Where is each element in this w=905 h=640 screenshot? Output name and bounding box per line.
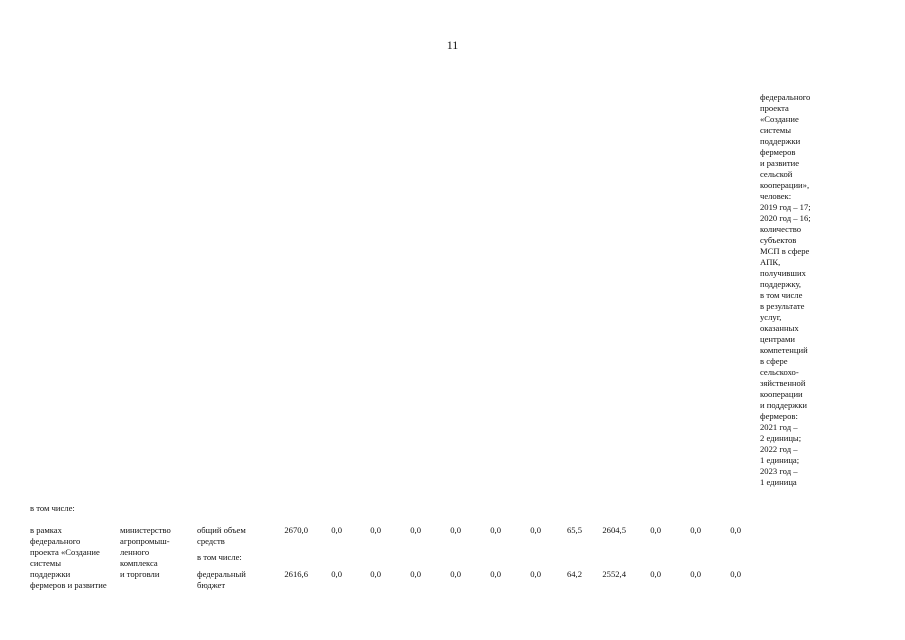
result-text-line: человек: (760, 191, 792, 201)
result-text-line: МСП в сфере (760, 246, 810, 256)
value-cell: 2616,6 (284, 569, 308, 579)
funding-source-line: общий объем (197, 525, 246, 535)
result-text-line: 1 единица; (760, 455, 800, 465)
result-text-line: оказанных (760, 323, 799, 333)
result-text-line: сельскохо- (760, 367, 799, 377)
result-text-line: 2021 год – (760, 422, 798, 432)
executor-line: ленного (120, 547, 150, 557)
result-text-line: услуг, (760, 312, 782, 322)
executor-line: и торговли (120, 569, 160, 579)
page-number: 11 (446, 38, 459, 52)
funding-source-cell (197, 569, 267, 591)
result-text-line: поддержку, (760, 279, 802, 289)
result-text-line: кооперации», (760, 180, 810, 190)
result-text-line: АПК, (760, 257, 781, 267)
value-cell: 0,0 (690, 525, 701, 535)
value-cell: 0,0 (490, 569, 501, 579)
including-label: в том числе: (30, 503, 75, 513)
executor-line: комплекса (120, 558, 158, 568)
value-cell: 0,0 (331, 525, 342, 535)
result-text-line: проекта (760, 103, 789, 113)
value-cell: 0,0 (370, 569, 381, 579)
value-cell: 0,0 (690, 569, 701, 579)
executor-line: министерство (120, 525, 171, 535)
result-text-line: системы (760, 125, 792, 135)
value-cell: 0,0 (730, 525, 741, 535)
result-text-line: и развитие (760, 158, 800, 168)
value-cell: 2604,5 (602, 525, 626, 535)
result-text-line: центрами (760, 334, 796, 344)
value-cell: 0,0 (650, 569, 661, 579)
result-text-line: 2 единицы; (760, 433, 802, 443)
measure-name-line: поддержки (30, 569, 71, 579)
funding-source-line: средств (197, 536, 225, 546)
value-cell: 0,0 (450, 569, 461, 579)
measure-name-cell (30, 525, 115, 591)
result-text-line: получивших (760, 268, 806, 278)
value-cell: 0,0 (530, 569, 541, 579)
result-indicator-text (760, 92, 822, 488)
value-cell: 0,0 (490, 525, 501, 535)
value-cell: 0,0 (450, 525, 461, 535)
result-text-line: в результате (760, 301, 805, 311)
measure-name-line: в рамках (30, 525, 62, 535)
result-text-line: количество (760, 224, 802, 234)
funding-source-cell (197, 525, 267, 547)
result-text-line: 2023 год – (760, 466, 798, 476)
result-text-line: зяйственной (760, 378, 806, 388)
measure-name-line: фермеров и развитие (30, 580, 107, 590)
result-text-line: и поддержки (760, 400, 807, 410)
measure-name-line: федерального (30, 536, 81, 546)
value-cell: 0,0 (650, 525, 661, 535)
result-text-line: федерального (760, 92, 811, 102)
funding-source-line: федеральный (197, 569, 246, 579)
value-cell: 65,5 (566, 525, 582, 535)
result-text-line: 2019 год – 17; (760, 202, 811, 212)
value-cell: 0,0 (530, 525, 541, 535)
result-text-line: субъектов (760, 235, 797, 245)
executor-cell (120, 525, 190, 580)
value-cell: 0,0 (331, 569, 342, 579)
funding-source-line: бюджет (197, 580, 226, 590)
result-text-line: в сфере (760, 356, 788, 366)
result-text-line: «Создание (760, 114, 799, 124)
value-cell: 2552,4 (602, 569, 626, 579)
executor-line: агропромыш- (120, 536, 170, 546)
result-text-line: 1 единица (760, 477, 797, 487)
value-cell: 0,0 (730, 569, 741, 579)
result-text-line: 2022 год – (760, 444, 798, 454)
value-cell: 0,0 (370, 525, 381, 535)
value-cell: 0,0 (410, 569, 421, 579)
funding-source-cell (197, 552, 267, 563)
value-cell: 2670,0 (284, 525, 308, 535)
result-text-line: компетенций (760, 345, 808, 355)
value-cell: 64,2 (566, 569, 582, 579)
result-text-line: поддержки (760, 136, 801, 146)
value-cell: 0,0 (410, 525, 421, 535)
result-text-line: фермеров: (760, 411, 798, 421)
measure-name-line: системы (30, 558, 62, 568)
result-text-line: сельской (760, 169, 793, 179)
result-text-line: в том числе (760, 290, 803, 300)
result-text-line: фермеров (760, 147, 796, 157)
result-text-line: 2020 год – 16; (760, 213, 811, 223)
measure-name-line: проекта «Создание (30, 547, 100, 557)
result-text-line: кооперации (760, 389, 803, 399)
funding-source-line: в том числе: (197, 552, 242, 562)
